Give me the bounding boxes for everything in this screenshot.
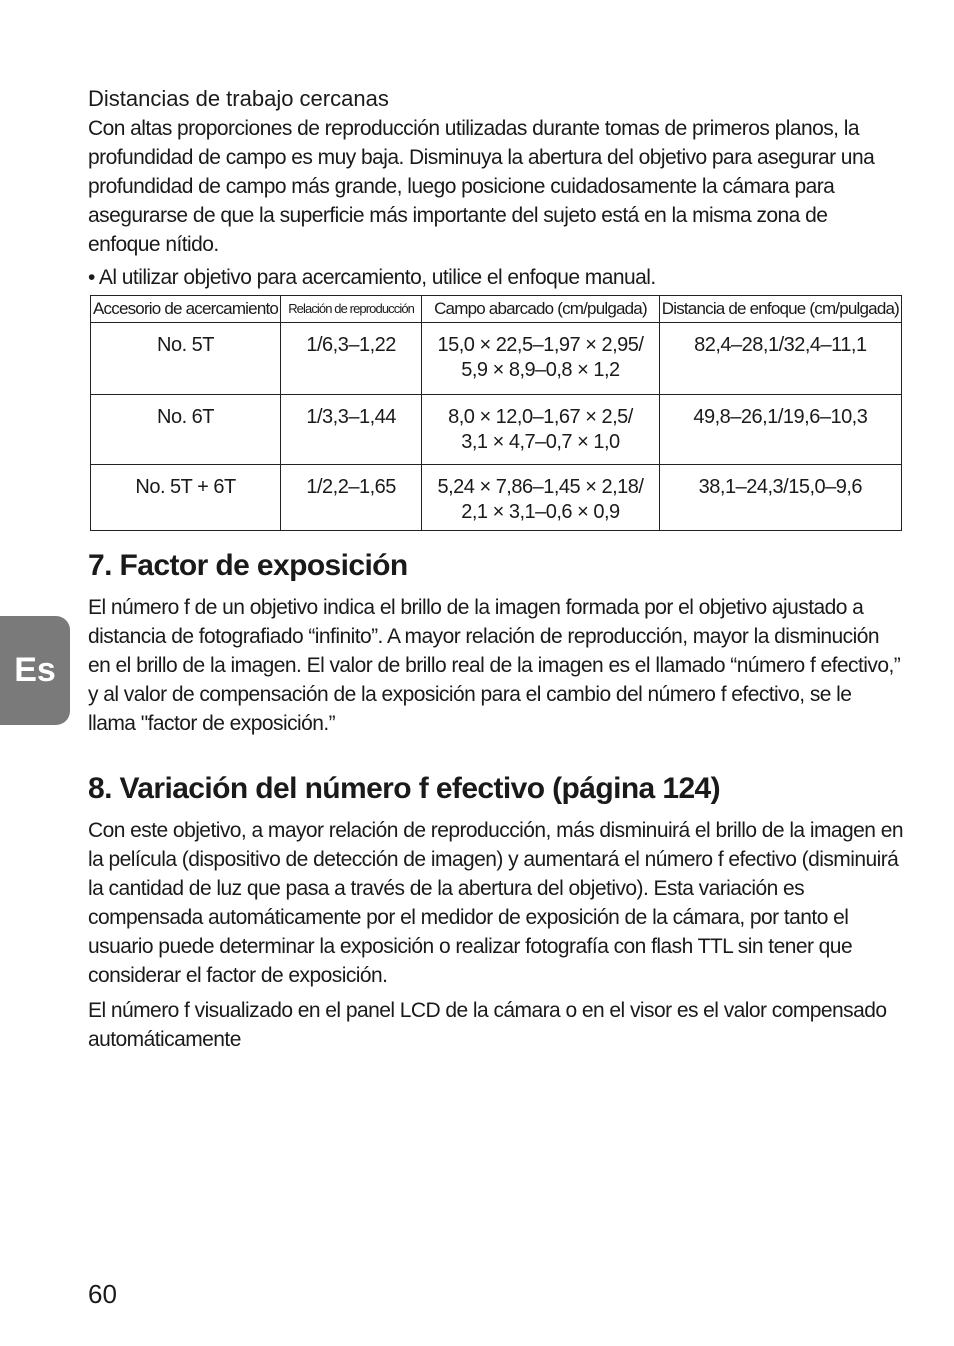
header-field: Campo abarcado (cm/pulgada) [422, 296, 660, 323]
close-distance-bullet: • Al utilizar objetivo para acercamiento, utilice el enfoque manual. [88, 266, 656, 289]
cell-accessory: No. 5T + 6T [91, 465, 281, 531]
cell-accessory: No. 5T [91, 323, 281, 395]
page-content [88, 84, 903, 1054]
cell-field-line: 5,9 × 8,9–0,8 × 1,2 [461, 359, 620, 381]
page-number: 60 [88, 1279, 117, 1309]
cell-accessory: No. 6T [91, 395, 281, 465]
header-ratio: Relación de reproducción [281, 296, 422, 323]
cell-field [422, 395, 660, 465]
table-header-row [91, 296, 902, 323]
cell-distance: 49,8–26,1/19,6–10,3 [659, 395, 901, 465]
cell-distance: 38,1–24,3/15,0–9,6 [659, 465, 901, 531]
cell-field-line: 8,0 × 12,0–1,67 × 2,5/ [448, 406, 633, 428]
header-distance: Distancia de enfoque (cm/pulgada) [659, 296, 901, 323]
table-row [91, 323, 902, 395]
cell-distance: 82,4–28,1/32,4–11,1 [659, 323, 901, 395]
close-distance-paragraph: Con altas proporciones de reproducción utilizadas durante tomas de primeros planos, la profundidad de campo es muy baja. Disminuya la abertura del objetivo para asegurar una profundidad de campo más grande, luego posicione cuidadosamente la cámara para asegurarse de que la superficie más importante del sujeto está en la misma zona de enfoque nítido. [88, 117, 875, 256]
cell-ratio: 1/2,2–1,65 [281, 465, 422, 531]
section-8-paragraph: Con este objetivo, a mayor relación de reproducción, más disminuirá el brillo de la imagen en la película (dispositivo de detección de imagen) y aumentará el número f efectivo (disminuirá la cantidad de luz que pasa a través de la abertura del objetivo). Esta variación es compensada automáticamente por el medidor de exposición de la cámara, por tanto el usuario puede determinar la exposición o realizar fotografía con flash TTL sin tener que considerar el factor de exposición. [88, 819, 903, 987]
cell-field [422, 465, 660, 531]
cell-ratio: 1/6,3–1,22 [281, 323, 422, 395]
language-tab: Es [0, 616, 70, 725]
cell-field-line: 5,24 × 7,86–1,45 × 2,18/ [437, 476, 644, 498]
cell-field-line: 3,1 × 4,7–0,7 × 1,0 [461, 431, 620, 453]
cell-field [422, 323, 660, 395]
section-8-paragraph-2: El número f visualizado en el panel LCD de la cámara o en el visor es el valor compensado automáticamente [88, 999, 887, 1051]
close-up-spec-table [90, 295, 902, 531]
close-distance-heading: Distancias de trabajo cercanas [88, 86, 389, 111]
cell-field-line: 2,1 × 3,1–0,6 × 0,9 [461, 501, 620, 523]
section-8-title: 8. Variación del número f efectivo (página 124) [88, 772, 721, 805]
header-accessory: Accesorio de acercamiento [91, 296, 281, 323]
table-row [91, 395, 902, 465]
table-row [91, 465, 902, 531]
section-7-paragraph: El número f de un objetivo indica el brillo de la imagen formada por el objetivo ajustado a distancia de fotografiado “infinito”. A mayor relación de reproducción, mayor la disminución en el brillo de la imagen. El valor de brillo real de la imagen es el llamado “número f efectivo,” y al valor de compensación de la exposición para el cambio del número f efectivo, se le llama "factor de exposición.” [88, 596, 901, 735]
cell-ratio: 1/3,3–1,44 [281, 395, 422, 465]
cell-field-line: 15,0 × 22,5–1,97 × 2,95/ [437, 334, 644, 356]
section-7-title: 7. Factor de exposición [88, 549, 408, 582]
